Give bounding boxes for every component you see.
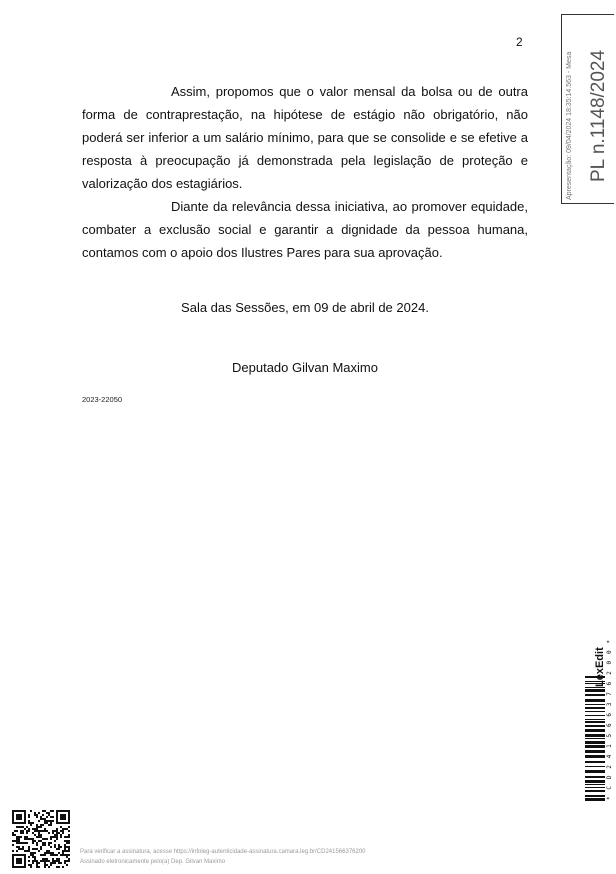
body-paragraph: Diante da relevância dessa iniciativa, ao promover equidade, combater a exclusão social e garantir a dignidade da pessoa humana, contamos com o apoio dos Ilustres Pares para sua aprovação. bbox=[82, 199, 528, 260]
signed-by-text: Assinado eletronicamente pelo(a) Dep. Gilvan Maximo bbox=[80, 859, 226, 865]
lexedit-logo: LexEdit bbox=[594, 647, 606, 687]
document-body bbox=[82, 80, 528, 264]
body-paragraph: Assim, propomos que o valor mensal da bolsa ou de outra forma de contraprestação, na hipótese de estágio não obrigatório, não poderá ser inferior a um salário mínimo, para que se consolide e se efetive a resposta à preocupação já demonstrada pela legislação de proteção e valorização dos estagiários. bbox=[82, 84, 528, 191]
signer-name: Deputado Gilvan Maximo bbox=[232, 360, 378, 375]
page-number: 2 bbox=[516, 35, 523, 49]
submission-stamp-text: Apresentação: 09/04/2024 18:35:14.563 - Mesa bbox=[566, 51, 573, 200]
bill-number: PL n.1148/2024 bbox=[588, 49, 609, 182]
barcode-icon bbox=[585, 676, 605, 802]
qr-code-icon[interactable] bbox=[12, 810, 70, 868]
barcode-digits: * C D 2 4 1 5 6 6 3 7 6 2 0 0 * bbox=[606, 638, 613, 800]
document-code: 2023-22050 bbox=[82, 395, 123, 404]
place-date: Sala das Sessões, em 09 de abril de 2024. bbox=[181, 300, 429, 315]
signature-verify-link[interactable]: Para verificar a assinatura, acesse https://infoleg-autenticidade-assinatura.camara.leg.br/CD241566376200 bbox=[80, 849, 366, 855]
